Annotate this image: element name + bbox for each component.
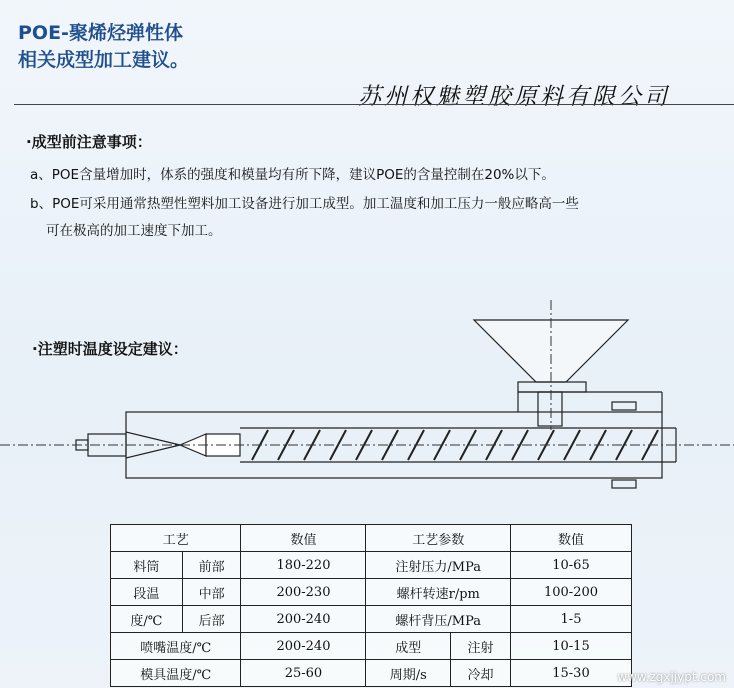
- feed-throat: [538, 392, 562, 426]
- table-cell: 螺杆背压/MPa: [366, 606, 511, 633]
- table-cell: 螺杆转速r/pm: [366, 579, 511, 606]
- section-heading-preprocessing: ·成型前注意事项：: [26, 133, 152, 151]
- company-name: 苏州权魅塑胶原料有限公司: [358, 84, 670, 110]
- table-row: [111, 606, 632, 633]
- header-divider: [14, 104, 734, 105]
- watermark-text: www.zgxjjypt.com: [617, 670, 726, 684]
- injection-machine-diagram: [0, 290, 734, 500]
- table-cell: 中部: [182, 579, 241, 606]
- document-title: [18, 20, 189, 74]
- table-cell: 段温: [111, 579, 183, 606]
- table-row: [111, 633, 632, 660]
- table-cell: 200-240: [241, 606, 366, 633]
- table-cell: 料筒: [111, 552, 183, 579]
- header-parameter-value: 数值: [511, 525, 632, 552]
- table-row: [111, 579, 632, 606]
- table-cell: 1-5: [511, 606, 632, 633]
- title-line-1: POE-聚烯烃弹性体: [18, 22, 183, 44]
- table-cell: 10-65: [511, 552, 632, 579]
- title-line-2: 相关成型加工建议。: [18, 49, 190, 71]
- table-cell: 注射: [451, 633, 511, 660]
- table-cell: 200-230: [241, 579, 366, 606]
- table-cell: 成型: [366, 633, 451, 660]
- header-value: 数值: [241, 525, 366, 552]
- table-row: [111, 552, 632, 579]
- header-parameter: 工艺参数: [366, 525, 511, 552]
- flange-bottom: [612, 480, 636, 488]
- table-cell: 15-30: [511, 660, 632, 687]
- table-cell: 模具温度/℃: [111, 660, 241, 687]
- table-cell: 10-15: [511, 633, 632, 660]
- table-cell: 后部: [182, 606, 241, 633]
- flange-top: [612, 402, 636, 410]
- table-cell: 180-220: [241, 552, 366, 579]
- section-heading-temperature: ·注塑时温度设定建议：: [32, 340, 188, 358]
- note-item-b-line2: 可在极高的加工速度下加工。: [46, 223, 222, 239]
- process-parameter-table: [110, 524, 632, 687]
- table-cell: 200-240: [241, 633, 366, 660]
- table-cell: 100-200: [511, 579, 632, 606]
- table-cell: 喷嘴温度/℃: [111, 633, 241, 660]
- table-cell: 注射压力/MPa: [366, 552, 511, 579]
- table-cell: 25-60: [241, 660, 366, 687]
- header-process: 工艺: [111, 525, 241, 552]
- table-cell: 度/℃: [111, 606, 183, 633]
- note-item-a: a、POE含量增加时，体系的强度和模量均有所下降，建议POE的含量控制在20%以下。: [30, 167, 555, 183]
- table-cell: 冷却: [451, 660, 511, 687]
- note-item-b-line1: b、POE可采用通常热塑性塑料加工设备进行加工成型。加工温度和加工压力一般应略高一些: [30, 196, 579, 212]
- table-cell: 周期/s: [366, 660, 451, 687]
- hopper-neck: [518, 382, 586, 392]
- table-header-row: [111, 525, 632, 552]
- table-row: [111, 660, 632, 687]
- table-cell: 前部: [182, 552, 241, 579]
